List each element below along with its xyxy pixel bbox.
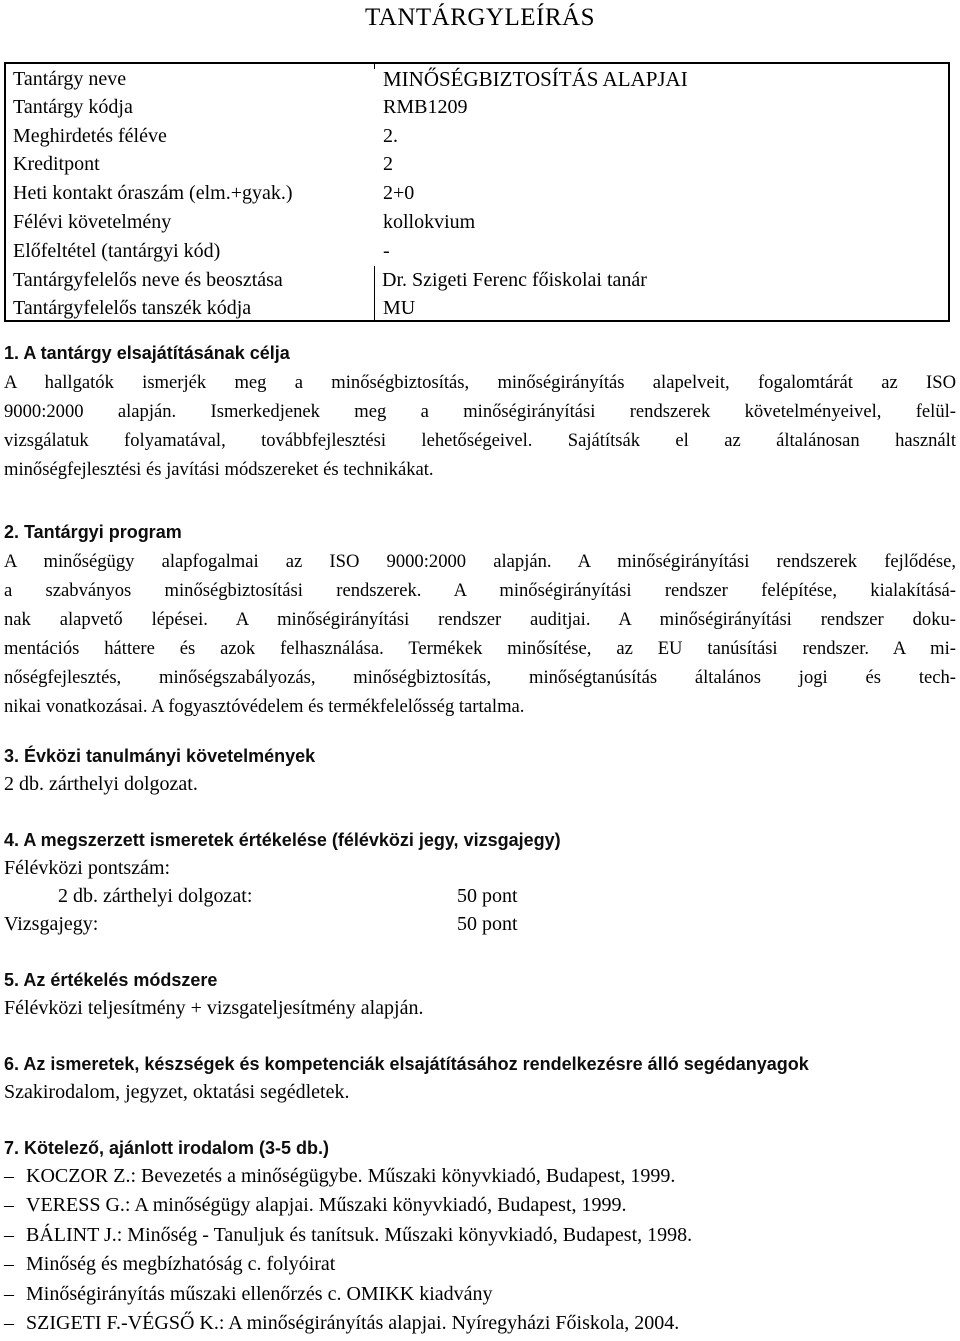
list-item-text: VERESS G.: A minőségügy alapjai. Műszaki könyvkiadó, Budapest, 1999. <box>26 1194 627 1216</box>
section-7-heading: 7. Kötelező, ajánlott irodalom (3-5 db.) <box>4 1138 330 1158</box>
row-value: 2. <box>383 125 398 147</box>
text-line: vizsgálatuk folyamatával, továbbfejlesztési lehetőségeivel. Sajátítsák el az általánosan használt <box>4 430 956 451</box>
section-2-heading: 2. Tantárgyi program <box>4 522 182 542</box>
text-line: a szabványos minőségbiztosítási rendszerek. A minőségirányítási rendszer felépítése, kialakításá- <box>4 580 956 601</box>
table-row <box>6 65 948 94</box>
section-4-item-value: 50 pont <box>457 885 518 907</box>
list-item-text: Minőségirányítás műszaki ellenőrzés c. OMIKK kiadvány <box>26 1283 493 1305</box>
row-label: Tantárgyfelelős neve és beosztása <box>13 269 283 291</box>
table-row <box>6 208 948 237</box>
section-1-text <box>4 368 956 484</box>
section-5-heading: 5. Az értékelés módszere <box>4 970 218 990</box>
table-row <box>6 93 948 122</box>
section-4-item-label: Vizsgajegy: <box>4 913 99 935</box>
row-label: Tantárgy neve <box>13 68 127 90</box>
dash-bullet: – <box>4 1312 14 1334</box>
list-item <box>4 1250 335 1278</box>
list-item <box>4 1191 627 1219</box>
text-line: nőségfejlesztés, minőségszabályozás, minőségbiztosítás, minőségtanúsítás általános jogi és tech- <box>4 667 956 688</box>
dash-bullet: – <box>4 1253 14 1275</box>
document-title: TANTÁRGYLEÍRÁS <box>365 4 595 31</box>
dash-bullet: – <box>4 1224 14 1246</box>
row-value: kollokvium <box>383 211 476 233</box>
table-row <box>6 122 948 151</box>
dash-bullet: – <box>4 1165 14 1187</box>
list-item <box>4 1309 679 1337</box>
section-6-heading: 6. Az ismeretek, készségek és kompetenciák elsajátításához rendelkezésre álló segédanyagok <box>4 1054 809 1074</box>
section-4-subtitle: Félévközi pontszám: <box>4 857 171 879</box>
row-label: Félévi követelmény <box>13 211 172 233</box>
row-label: Előfeltétel (tantárgyi kód) <box>13 240 221 262</box>
table-row <box>6 266 948 295</box>
text-line: 9000:2000 alapján. Ismerkedjenek meg a minőségirányítási rendszerek követelményeivel, felül- <box>4 401 956 422</box>
text-line: mentációs háttere és azok felhasználása. Termékek minősítése, az EU tanúsítási rendszer. A mi- <box>4 638 956 659</box>
section-4-heading: 4. A megszerzett ismeretek értékelése (félévközi jegy, vizsgajegy) <box>4 830 561 850</box>
row-value: MINŐSÉGBIZTOSÍTÁS ALAPJAI <box>383 67 688 91</box>
list-item-text: SZIGETI F.-VÉGSŐ K.: A minőségirányítás alapjai. Nyíregyházi Főiskola, 2004. <box>26 1312 680 1334</box>
list-item-text: KOCZOR Z.: Bevezetés a minőségügybe. Műszaki könyvkiadó, Budapest, 1999. <box>26 1165 676 1187</box>
section-2-text <box>4 547 956 721</box>
section-4-item-value: 50 pont <box>457 913 518 935</box>
table-row <box>6 294 948 323</box>
row-label: Kreditpont <box>13 153 100 175</box>
section-3-heading: 3. Évközi tanulmányi követelmények <box>4 746 316 766</box>
text-line: nak alapvető lépései. A minőségirányítási rendszer auditjai. A minőségirányítási rendszer doku- <box>4 609 956 630</box>
list-item-text: BÁLINT J.: Minőség - Tanuljuk és tanítsuk. Műszaki könyvkiadó, Budapest, 1998. <box>26 1224 693 1246</box>
list-item-text: Minőség és megbízhatóság c. folyóirat <box>26 1253 336 1275</box>
section-3-text: 2 db. zárthelyi dolgozat. <box>4 773 198 795</box>
list-item <box>4 1221 692 1249</box>
table-row <box>6 237 948 266</box>
section-4-item-label: 2 db. zárthelyi dolgozat: <box>58 885 253 907</box>
row-label: Tantárgyfelelős tanszék kódja <box>13 297 252 319</box>
text-line: minőségfejlesztési és javítási módszereket és technikákat. <box>4 459 434 480</box>
row-label: Heti kontakt óraszám (elm.+gyak.) <box>13 182 293 204</box>
row-value: 2 <box>383 153 393 175</box>
text-line: nikai vonatkozásai. A fogyasztóvédelem és termékfelelősség tartalma. <box>4 696 525 717</box>
text-line: A minőségügy alapfogalmai az ISO 9000:2000 alapján. A minőségirányítási rendszerek fejlődése, <box>4 551 956 572</box>
row-value: 2+0 <box>383 182 415 204</box>
table-row <box>6 150 948 179</box>
row-value: RMB1209 <box>383 96 468 118</box>
row-label: Tantárgy kódja <box>13 96 133 118</box>
text-line: A hallgatók ismerjék meg a minőségbiztosítás, minőségirányítás alapelveit, fogalomtárát az ISO <box>4 372 956 393</box>
dash-bullet: – <box>4 1194 14 1216</box>
section-6-text: Szakirodalom, jegyzet, oktatási segédletek. <box>4 1081 350 1103</box>
row-label: Meghirdetés féléve <box>13 125 167 147</box>
section-5-text: Félévközi teljesítmény + vizsgateljesítmény alapján. <box>4 997 424 1019</box>
table-row <box>6 179 948 208</box>
subject-info-table <box>4 62 950 322</box>
row-value: - <box>383 240 390 262</box>
list-item <box>4 1280 493 1308</box>
row-value: MU <box>383 297 416 319</box>
row-value: Dr. Szigeti Ferenc főiskolai tanár <box>382 269 647 291</box>
list-item <box>4 1162 675 1190</box>
dash-bullet: – <box>4 1283 14 1305</box>
section-1-heading: 1. A tantárgy elsajátításának célja <box>4 343 290 363</box>
